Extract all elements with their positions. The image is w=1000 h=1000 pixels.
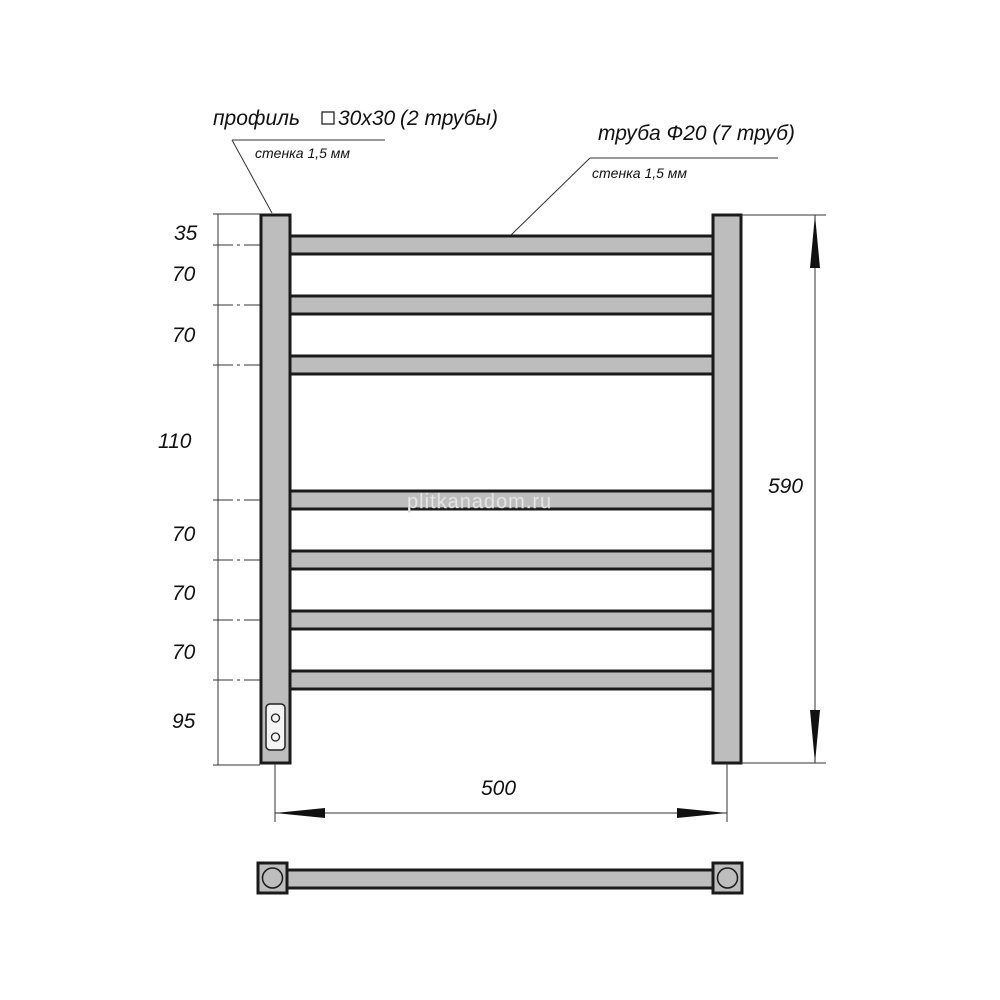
top-view — [258, 863, 742, 893]
crossbar — [290, 356, 713, 374]
pipe-wall-label: стенка 1,5 мм — [592, 165, 687, 181]
top-view-pipe — [287, 870, 713, 888]
height-dimension — [741, 215, 826, 763]
square-symbol-icon — [322, 112, 334, 124]
spacing-label-1: 35 — [174, 222, 198, 245]
profile-annotation — [213, 107, 498, 213]
crossbar — [290, 551, 713, 569]
left-post — [261, 215, 290, 763]
height-value: 590 — [768, 475, 804, 498]
crossbar — [290, 671, 713, 689]
pipe-leader-line — [510, 158, 590, 236]
width-dimension — [275, 763, 727, 822]
profile-wall-label: стенка 1,5 мм — [255, 145, 350, 161]
profile-size: 30х30 — [338, 107, 396, 130]
arrow-right-icon — [677, 808, 727, 818]
pipe-label: труба Ф20 (7 труб) — [598, 122, 795, 145]
watermark: plitkanadom.ru — [407, 491, 553, 513]
spacing-label-8: 95 — [172, 710, 196, 733]
crossbars — [290, 236, 713, 689]
top-view-left-hole-icon — [263, 868, 283, 888]
profile-count: (2 трубы) — [400, 107, 498, 130]
crossbar — [290, 236, 713, 254]
top-view-right-hole-icon — [718, 868, 738, 888]
arrow-up-icon — [810, 215, 820, 268]
spacing-label-4: 110 — [158, 430, 192, 453]
spacing-label-2: 70 — [172, 263, 196, 286]
arrow-left-icon — [275, 808, 325, 818]
right-post — [713, 215, 741, 763]
pipe-annotation — [510, 122, 795, 236]
width-value: 500 — [481, 777, 517, 800]
connector-icon — [266, 704, 285, 750]
spacing-label-6: 70 — [172, 582, 196, 605]
spacing-label-7: 70 — [172, 641, 196, 664]
crossbar — [290, 296, 713, 314]
arrow-down-icon — [810, 710, 820, 763]
crossbar — [290, 611, 713, 629]
spacing-label-3: 70 — [172, 324, 196, 347]
spacing-label-5: 70 — [172, 523, 196, 546]
profile-label: профиль — [213, 107, 301, 130]
